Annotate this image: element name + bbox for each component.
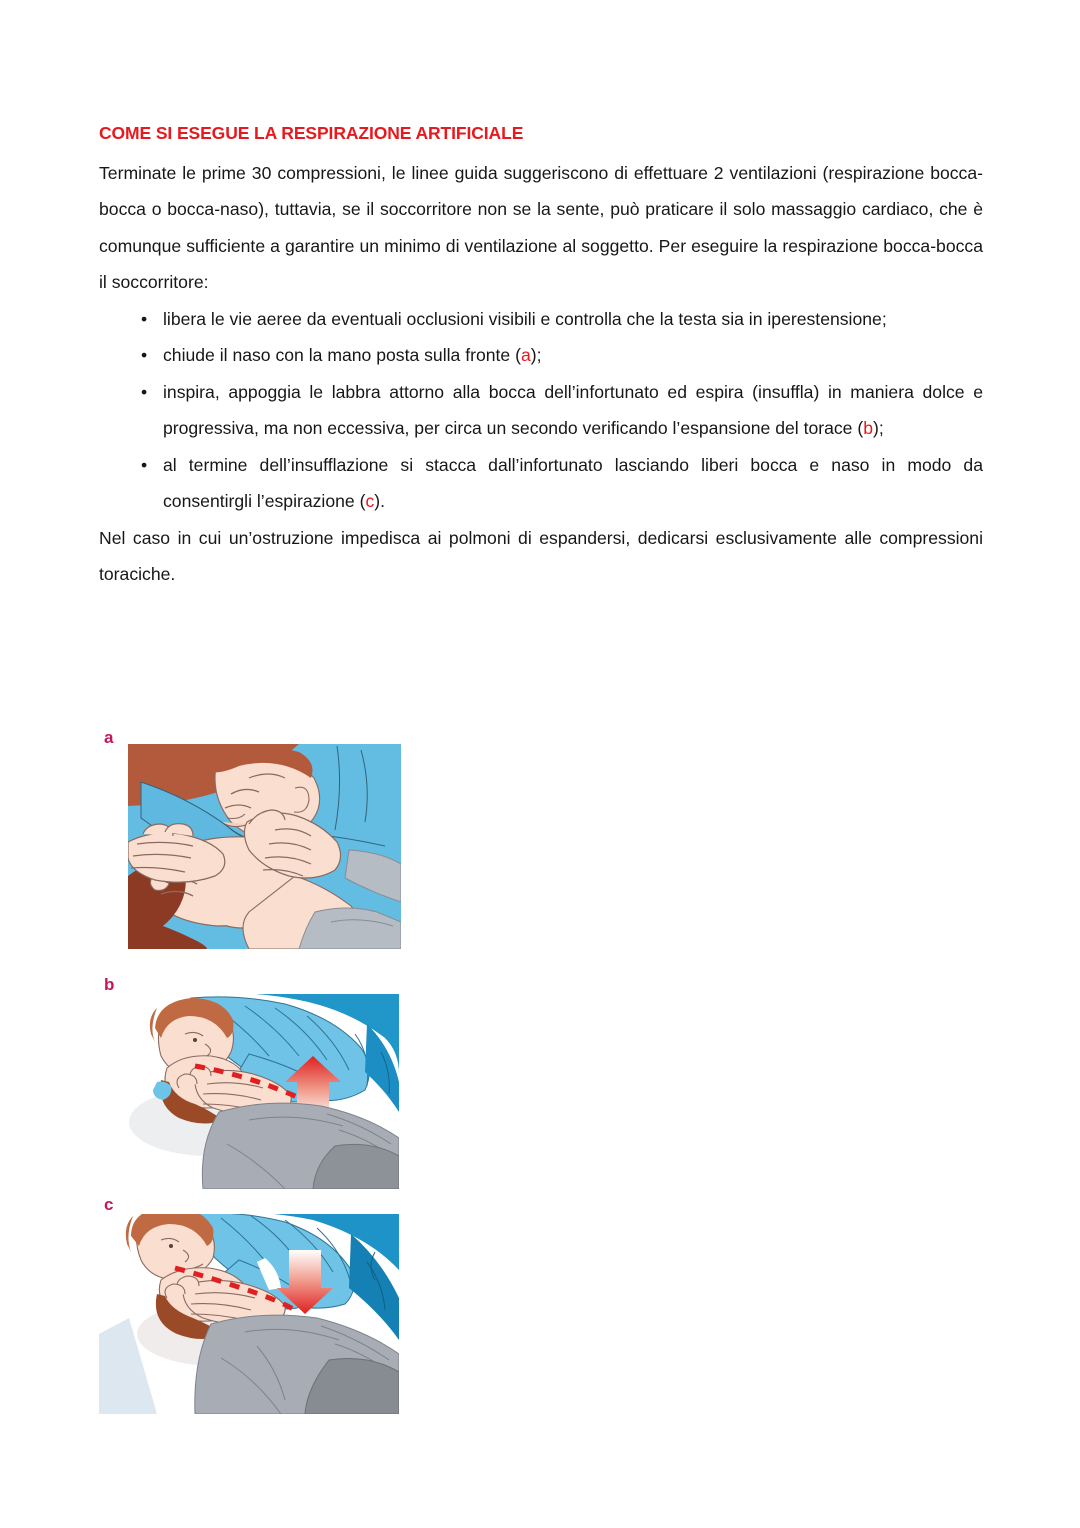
- list-item-text: libera le vie aeree da eventuali occlusioni visibili e controlla che la testa sia in iperestensione;: [163, 308, 887, 329]
- figure-a-label: [104, 729, 113, 736]
- bullet-glyph-icon: •: [141, 381, 148, 402]
- page-title: COME SI ESEGUE LA RESPIRAZIONE ARTIFICIALE: [99, 123, 524, 143]
- list-item: [99, 301, 983, 338]
- list-item-text-tail: );: [530, 345, 542, 366]
- document-text-content: [99, 122, 983, 593]
- closing-paragraph: Nel caso in cui un’ostruzione impedisca ai polmoni di espandersi, dedicarsi esclusivamente alle compressioni toraciche.: [99, 527, 983, 585]
- figure-reference: a: [520, 345, 531, 366]
- figure-b-label: b: [104, 975, 115, 994]
- list-item: [99, 374, 983, 447]
- figure-c: [99, 1196, 419, 1421]
- figure-a: [99, 726, 419, 974]
- list-item-text-tail: );: [873, 418, 884, 439]
- procedure-bullet-list: [99, 301, 983, 520]
- figure-b-illustration: [99, 994, 399, 1189]
- figure-c-illustration: [99, 1214, 399, 1414]
- figure-a-illustration: [99, 726, 401, 954]
- list-item-text-tail: ).: [374, 491, 385, 512]
- bullet-glyph-icon: •: [141, 308, 148, 329]
- bullet-glyph-icon: •: [141, 345, 148, 366]
- figure-b: [99, 976, 419, 1196]
- bullet-glyph-icon: •: [141, 454, 148, 475]
- list-item-text: al termine dell’insufflazione si stacca dall’infortunato lasciando liberi bocca e naso in modo da consentirgli l’espirazione (: [163, 454, 983, 512]
- figure-reference: b: [863, 418, 874, 439]
- figure-c-label: c: [104, 1195, 114, 1214]
- list-item-text: chiude il naso con la mano posta sulla fronte (: [163, 345, 521, 366]
- list-item: [99, 447, 983, 520]
- intro-paragraph: Terminate le prime 30 compressioni, le linee guida suggeriscono di effettuare 2 ventilazioni (respirazione bocca-bocca o bocca-naso), tuttavia, se il soccorritore non se la sente, può praticare il solo massaggio cardiaco, che è comunque sufficiente a garantire un minimo di ventilazione al soggetto. Per eseguire la respirazione bocca-bocca il soccorritore:: [99, 162, 983, 293]
- list-item: [99, 337, 983, 374]
- list-item-text: inspira, appoggia le labbra attorno alla bocca dell’infortunato ed espira (insuffla) in maniera dolce e progressiva, ma non eccessiva, per circa un secondo verificando l’espansione del torace (: [163, 381, 983, 439]
- figure-reference: c: [365, 491, 375, 512]
